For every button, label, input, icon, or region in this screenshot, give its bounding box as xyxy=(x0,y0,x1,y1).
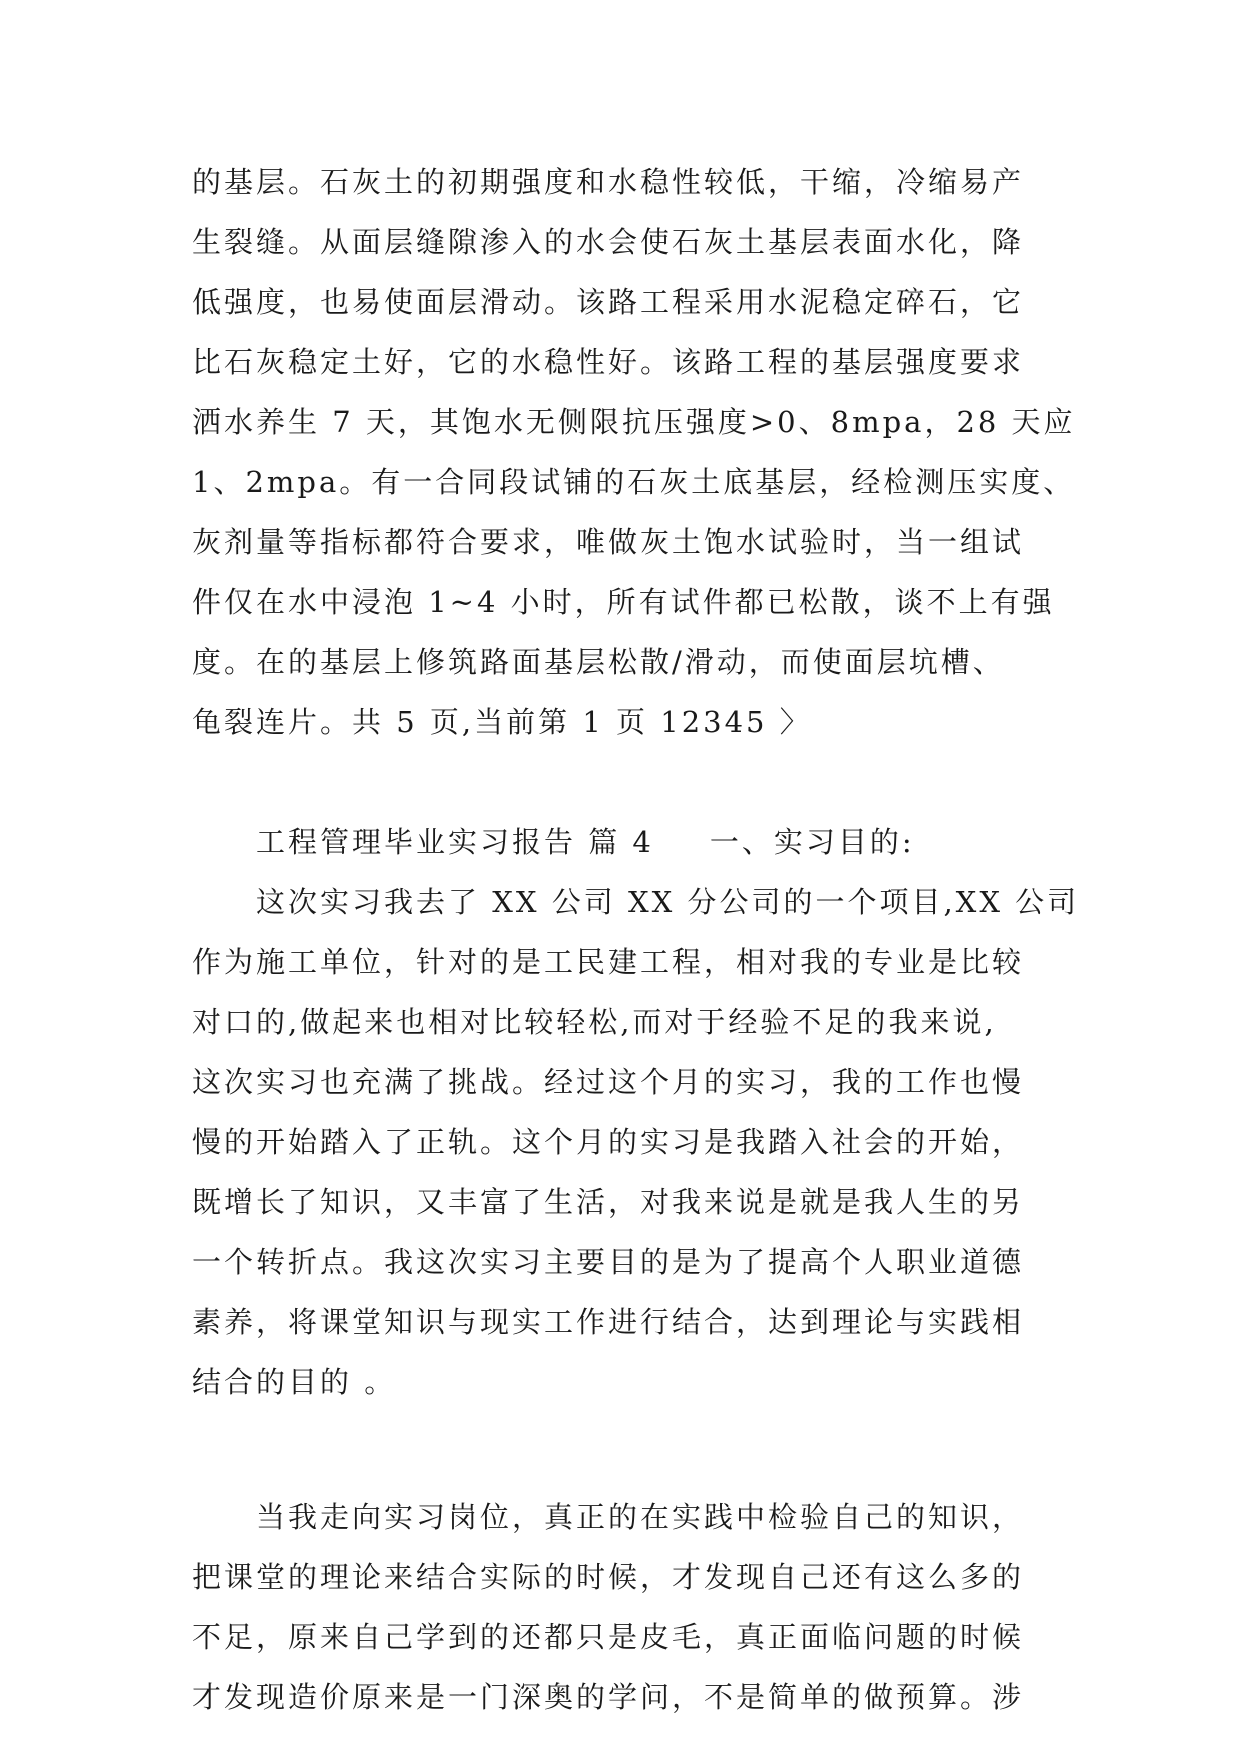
body-text-line: 生裂缝。从面层缝隙渗入的水会使石灰土基层表面水化，降 xyxy=(192,225,1025,259)
body-text-line: 作为施工单位，针对的是工民建工程，相对我的专业是比较 xyxy=(192,945,1025,979)
pager-summary: 共 5 页,当前第 1 页 xyxy=(352,705,649,739)
body-text-line: 这次实习也充满了挑战。经过这个月的实习，我的工作也慢 xyxy=(192,1065,1025,1099)
body-text-line: 度。在的基层上修筑路面基层松散/滑动，而使面层坑槽、 xyxy=(192,645,1005,679)
pager-line xyxy=(192,702,1052,742)
body-text-line: 慢的开始踏入了正轨。这个月的实习是我踏入社会的开始， xyxy=(192,1125,1025,1159)
body-text-line: 件仅在水中浸泡 1~4 小时，所有试件都已松散，谈不上有强 xyxy=(192,585,1055,619)
section-heading: 一、实习目的: xyxy=(709,825,915,859)
pager-page-1[interactable]: 1 xyxy=(660,705,682,739)
body-text-line: 把课堂的理论来结合实际的时候，才发现自己还有这么多的 xyxy=(192,1560,1025,1594)
body-text-line: 的基层。石灰土的初期强度和水稳性较低，干缩，冷缩易产 xyxy=(192,165,1025,199)
body-text-line: 比石灰稳定土好，它的水稳性好。该路工程的基层强度要求 xyxy=(192,345,1025,379)
body-text-line: 1、2mpa。有一合同段试铺的石灰土底基层，经检测压实度、 xyxy=(192,465,1076,499)
body-text-line: 不足，原来自己学到的还都只是皮毛，真正面临问题的时候 xyxy=(192,1620,1025,1654)
body-text-line: 一个转折点。我这次实习主要目的是为了提高个人职业道德 xyxy=(192,1245,1025,1279)
pager-page-3[interactable]: 3 xyxy=(703,705,725,739)
body-text-line: 结合的目的 。 xyxy=(192,1365,397,1399)
pager-next-button[interactable]: 〉 xyxy=(779,705,812,739)
body-text-line: 对口的,做起来也相对比较轻松,而对于经验不足的我来说, xyxy=(192,1005,997,1039)
body-text-line: 既增长了知识，又丰富了生活，对我来说是就是我人生的另 xyxy=(192,1185,1025,1219)
body-text-line: 龟裂连片。 xyxy=(192,705,353,739)
pager-page-4[interactable]: 4 xyxy=(724,705,747,739)
body-text-line: 这次实习我去了 XX 公司 XX 分公司的一个项目,XX 公司 xyxy=(256,885,1080,919)
section-title: 工程管理毕业实习报告 篇 4 xyxy=(256,825,654,859)
body-text-line: 素养，将课堂知识与现实工作进行结合，达到理论与实践相 xyxy=(192,1305,1025,1339)
body-text-line: 洒水养生 7 天，其饱水无侧限抗压强度>0、8mpa，28 天应 xyxy=(192,405,1076,439)
pager-page-5[interactable]: 5 xyxy=(746,705,768,739)
body-text-line: 灰剂量等指标都符合要求，唯做灰土饱水试验时，当一组试 xyxy=(192,525,1025,559)
body-text-line: 当我走向实习岗位，真正的在实践中检验自己的知识， xyxy=(256,1500,1025,1534)
body-text-line: 才发现造价原来是一门深奥的学问，不是简单的做预算。涉 xyxy=(192,1680,1025,1714)
pager-page-2[interactable]: 2 xyxy=(681,705,704,739)
body-text-line: 低强度，也易使面层滑动。该路工程采用水泥稳定碎石，它 xyxy=(192,285,1025,319)
section-title-line xyxy=(256,822,1116,862)
